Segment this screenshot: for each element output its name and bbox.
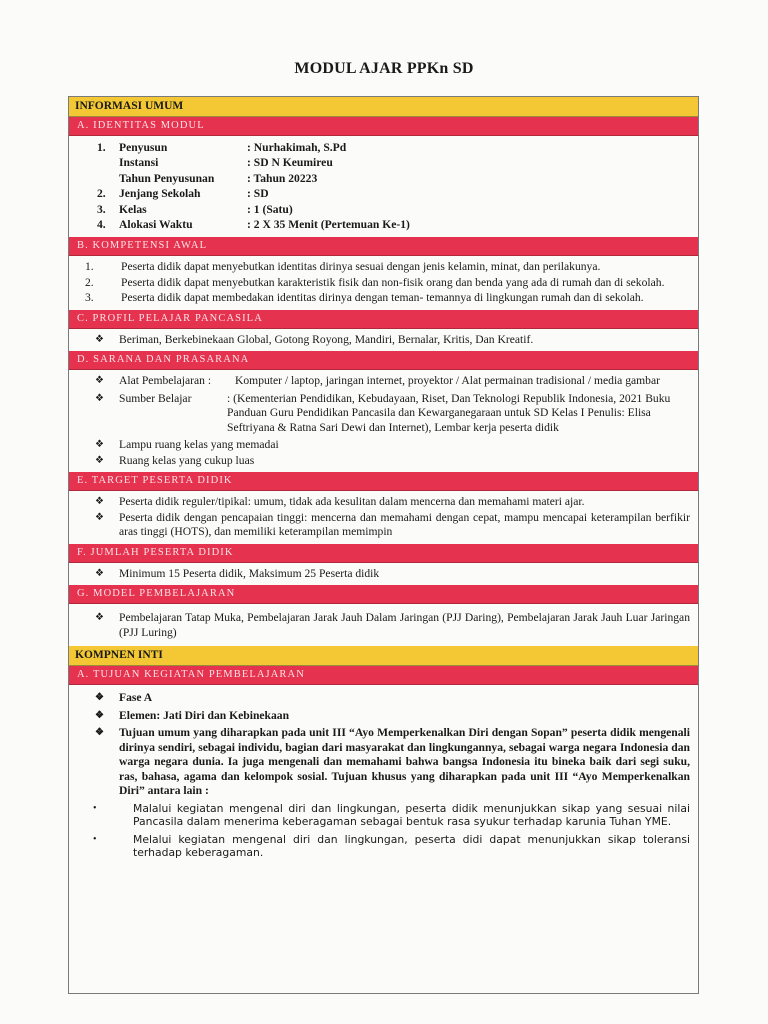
tujuan-content	[69, 685, 698, 867]
list-item: ❖ Peserta didik reguler/tipikal: umum, tidak ada kesulitan dalam mencerna dan memahami materi ajar.	[79, 495, 690, 510]
list-item: ❖ Minimum 15 Peserta didik, Maksimum 25 Peserta didik	[79, 567, 690, 582]
profil-list	[69, 329, 698, 352]
diamond-bullet-icon: ❖	[95, 612, 104, 623]
list-item: ❖ Ruang kelas yang cukup luas	[79, 454, 690, 469]
diamond-bullet-icon: ❖	[95, 454, 104, 466]
identitas-row: 4. Alokasi Waktu : 2 X 35 Menit (Pertemuan Ke-1)	[97, 218, 410, 231]
heading-identitas-modul: A. IDENTITAS MODUL	[69, 117, 698, 136]
diamond-bullet-icon: ❖	[95, 727, 104, 738]
sarana-list	[69, 370, 698, 472]
list-item	[79, 392, 690, 436]
diamond-bullet-icon: ❖	[95, 439, 104, 450]
list-item: ❖ Pembelajaran Tatap Muka, Pembelajaran Jarak Jauh Dalam Jaringan (PJJ Daring), Pembelajaran Jarak Jauh Luar Jaringan (PJJ Luring)	[79, 611, 690, 640]
diamond-bullet-icon: ❖	[95, 567, 104, 579]
heading-sarana-prasarana: D. SARANA DAN PRASARANA	[69, 351, 698, 370]
list-item: 3. Peserta didik dapat membedakan identitas dirinya dengan teman- temannya di lingkungan rumah dan di sekolah.	[85, 291, 644, 304]
kompetensi-list	[69, 256, 698, 310]
diamond-bullet-icon: ❖	[95, 692, 104, 703]
tujuan-sub-list	[79, 802, 690, 860]
identitas-row: 2. Jenjang Sekolah : SD	[97, 187, 269, 200]
diamond-bullet-icon: ❖	[95, 709, 104, 721]
list-item: ❖ Fase A	[79, 691, 690, 706]
identitas-row: 3. Kelas : 1 (Satu)	[97, 202, 293, 216]
alat-value: Komputer / laptop, jaringan internet, proyektor / Alat permainan tradisional / media gambar	[235, 374, 660, 387]
diamond-bullet-icon: ❖	[95, 496, 104, 507]
jumlah-list	[69, 563, 698, 586]
document-title: MODUL AJAR PPKn SD	[294, 60, 474, 77]
diamond-bullet-icon: ❖	[95, 333, 104, 345]
list-item: ❖ Tujuan umum yang diharapkan pada unit III “Ayo Memperkenalkan Diri dengan Sopan” peserta didik mengenali dirinya sendiri, sebagai individu, bagian dari masyarakat dan lingkungannya, sebagai warga negara Indonesia dan warga negara dunia. Ia juga mengenali dan memahami bahwa bangsa Indonesia itu bineka baik dari segi suku, ras, bahasa, agama dan kelompok sosial. Tujuan khusus yang diharapkan pada unit III “Ayo Memperkenalkan Diri” antara lain :	[79, 726, 690, 799]
list-item: ❖ Peserta didik dengan pencapaian tinggi: mencerna dan memahami dengan cepat, mampu mencapai keterampilan berfikir aras tinggi (HOTS), dan memiliki keterampilan memimpin	[79, 511, 690, 540]
identitas-row: Tahun Penyusunan : Tahun 20223	[119, 171, 318, 185]
identitas-list	[69, 136, 698, 237]
target-list	[69, 491, 698, 544]
list-item	[79, 374, 690, 389]
section-informasi-umum: INFORMASI UMUM	[69, 97, 698, 117]
list-item: • Malalui kegiatan mengenal diri dan lingkungan, peserta didik menunjukkan sikap yang sesuai nilai Pancasila dalam menerima keberagaman sebagai bentuk rasa syukur terhadap karunia Tuhan YME.	[79, 802, 690, 829]
diamond-bullet-icon: ❖	[95, 511, 104, 523]
list-item: ❖ Elemen: Jati Diri dan Kebinekaan	[79, 709, 690, 724]
heading-kompetensi-awal: B. KOMPETENSI AWAL	[69, 237, 698, 256]
identitas-row: 1. Penyusun : Nurhakimah, S.Pd	[97, 140, 347, 154]
diamond-bullet-icon: ❖	[95, 375, 104, 386]
identitas-row: Instansi : SD N Keumireu	[119, 156, 333, 169]
section-komponen-inti: KOMPNEN INTI	[69, 646, 698, 666]
heading-model-pembelajaran: G. MODEL PEMBELAJARAN	[69, 585, 698, 604]
list-item: • Melalui kegiatan mengenal diri dan lingkungan, peserta didi dapat menunjukkan sikap toleransi terhadap keberagaman.	[79, 833, 690, 860]
heading-tujuan-kegiatan: A. TUJUAN KEGIATAN PEMBELAJARAN	[69, 666, 698, 685]
heading-target-peserta: E. TARGET PESERTA DIDIK	[69, 472, 698, 491]
bullet-dot-icon: •	[93, 833, 97, 845]
diamond-bullet-icon: ❖	[95, 392, 104, 404]
model-list	[69, 604, 698, 646]
alat-label: Alat Pembelajaran :	[119, 374, 212, 387]
heading-jumlah-peserta: F. JUMLAH PESERTA DIDIK	[69, 544, 698, 563]
heading-profil-pelajar: C. PROFIL PELAJAR PANCASILA	[69, 310, 698, 329]
bullet-dot-icon: •	[93, 802, 97, 814]
sumber-label: Sumber Belajar	[119, 391, 192, 405]
list-item: 2. Peserta didik dapat menyebutkan karakteristik fisik dan non-fisik orang dan benda yang ada di rumah dan di sekolah.	[85, 275, 665, 289]
list-item: ❖ Lampu ruang kelas yang memadai	[79, 438, 690, 453]
list-item: ❖ Beriman, Berkebinekaan Global, Gotong Royong, Mandiri, Bernalar, Kritis, Dan Kreatif.	[79, 333, 690, 348]
list-item: 1. Peserta didik dapat menyebutkan identitas dirinya sesuai dengan jenis kelamin, minat, dan perilakunya.	[85, 260, 601, 273]
module-frame	[68, 96, 699, 994]
sumber-value: : (Kementerian Pendidikan, Kebudayaan, Riset, Dan Teknologi Republik Indonesia, 2021 Buku Panduan Guru Pendidikan Pancasila dan Kewarganegaraan untuk SD Kelas I Penulis: Elisa Seftriyana & Ratna Sari Dewi dan Internet), Lembar kerja peserta didik	[227, 391, 671, 434]
